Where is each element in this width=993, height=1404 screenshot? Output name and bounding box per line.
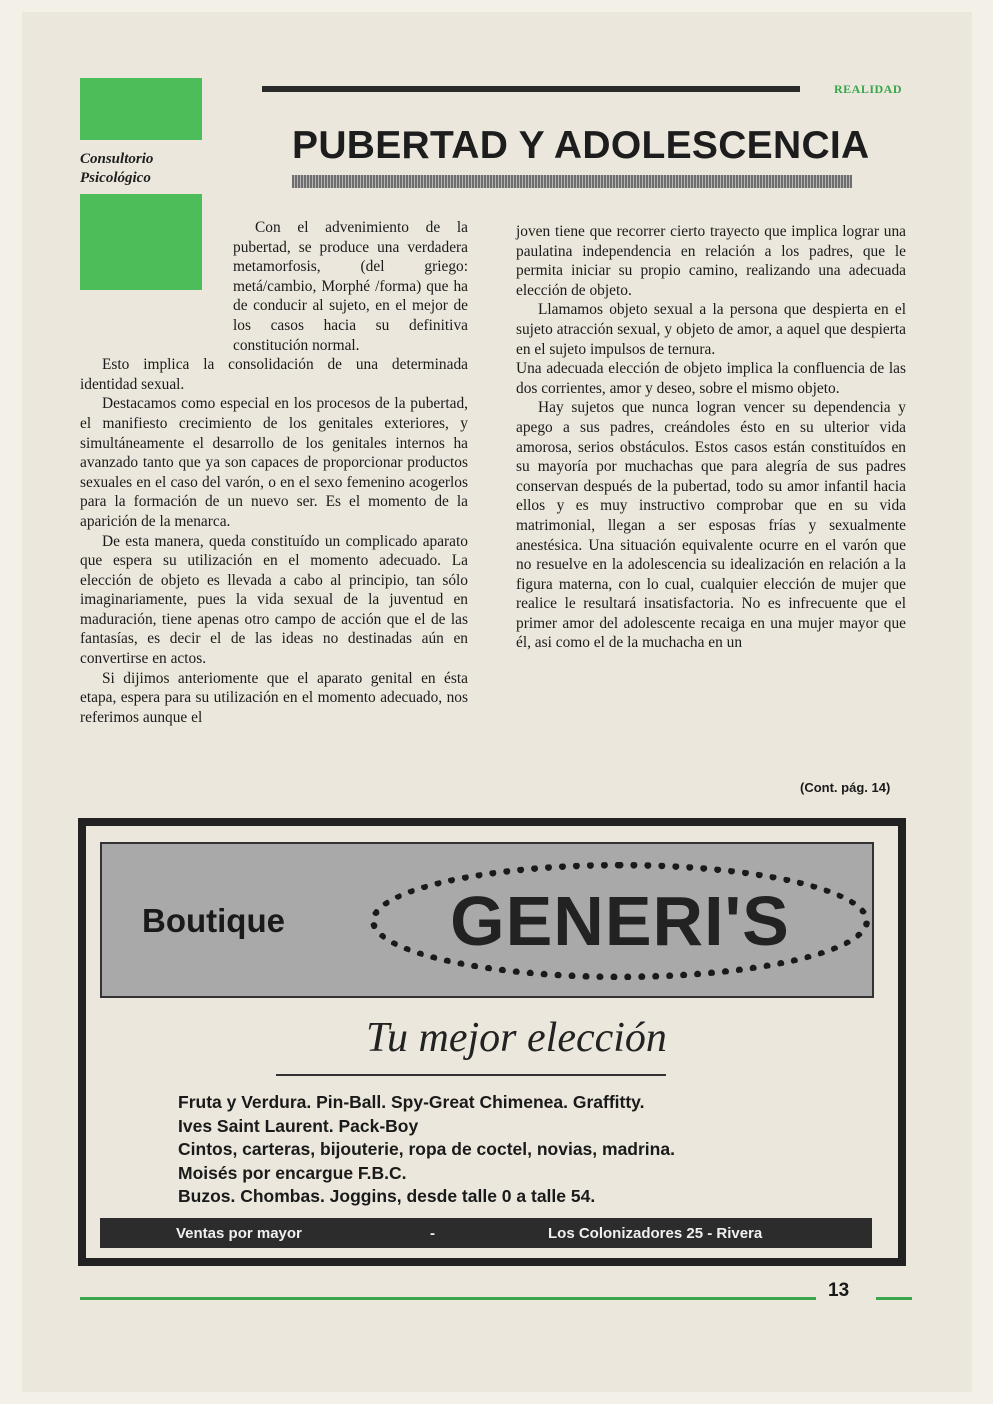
paragraph: joven tiene que recorrer cierto trayecto que implica lograr una paulatina independencia en relación a los padres, que le permita iniciar su propio camino, realizando una adecuada elección de objeto. bbox=[516, 223, 906, 299]
ad-footer-address: Los Colonizadores 25 - Rivera bbox=[548, 1225, 763, 1242]
top-rule bbox=[262, 86, 800, 92]
ad-tagline: Tu mejor elección bbox=[366, 1015, 667, 1061]
ad-line: Ives Saint Laurent. Pack-Boy bbox=[178, 1115, 419, 1136]
section-label-line1: Consultorio bbox=[80, 151, 154, 167]
boutique-advertisement bbox=[78, 818, 906, 1266]
section-label bbox=[80, 150, 210, 188]
page-number: 13 bbox=[828, 1280, 850, 1301]
ad-line: Cintos, carteras, bijouterie, ropa de coctel, novias, madrina. bbox=[178, 1139, 675, 1159]
bottom-rule-right bbox=[876, 1297, 912, 1300]
ad-product-list bbox=[178, 1091, 858, 1209]
continued-note: (Cont. pág. 14) bbox=[800, 780, 891, 795]
title-underline-bar bbox=[292, 175, 852, 188]
paragraph: Hay sujetos que nunca logran vencer su dependencia y apego a sus padres, creándoles ésto en su ulterior vida amorosa, serios obstáculos. Estos casos están constituídos en su mayoría por muchachas que para alegría de sus padres conservan después de la pubertad, todo su amor infantil hacia ellos y es muy instructivo comprobar que en su vida matrimonial, llegan a ser esposas frías y sexualmente anestésica. Una situación equivalente ocurre en el varón que no resuelve en la adolescencia su idealización en relación a la figura materna, con lo cual, cualquier elección de mujer que realice le resultará insatisfactoria. No es infrecuente que el primer amor del adolescente recaiga en una mujer mayor que él, asi como el de la muchacha en un bbox=[516, 399, 906, 652]
ad-footer-bar bbox=[100, 1218, 872, 1248]
section-label-line2: Psicológico bbox=[80, 170, 151, 186]
ad-footer-separator: - bbox=[430, 1225, 435, 1242]
paragraph: Esto implica la consolidación de una determinada identidad sexual. bbox=[80, 356, 468, 393]
article-title: PUBERTAD Y ADOLESCENCIA bbox=[292, 124, 870, 167]
ad-line: Fruta y Verdura. Pin-Ball. Spy-Great Chimenea. Graffitty. bbox=[178, 1092, 645, 1112]
bottom-rule bbox=[80, 1297, 816, 1300]
paragraph: De esta manera, queda constituído un complicado aparato que espera su utilización en el momento adecuado. La elección de objeto es llevada a cabo al principio, tan sólo imaginariamente, pues la vida sexual de la juventud en maduración, tiene apenas otro campo de acción que el de las fantasías, es decir el de las ideas no destinadas aún en convertirse en actos. bbox=[80, 532, 468, 668]
ad-footer-wholesale: Ventas por mayor bbox=[176, 1225, 302, 1242]
paragraph: Llamamos objeto sexual a la persona que despierta en el sujeto atracción sexual, y objeto de amor, a aquel que despierta en el sujeto impulsos de ternura. bbox=[516, 301, 906, 358]
running-head: REALIDAD bbox=[834, 82, 903, 96]
tagline-rule bbox=[276, 1074, 666, 1076]
paragraph: Si dijimos anteriomente que el aparato genital en ésta etapa, espera para su utilización en el momento adecuado, nos referimos aunque el bbox=[80, 669, 468, 726]
ad-brand-banner bbox=[100, 842, 874, 998]
paragraph: Una adecuada elección de objeto implica la confluencia de las dos corrientes, amor y deseo, sobre el mismo objeto. bbox=[516, 360, 906, 397]
article-column-right bbox=[516, 222, 906, 653]
article-column-left bbox=[80, 218, 468, 727]
dotted-oval-frame bbox=[370, 862, 870, 980]
ad-boutique-label: Boutique bbox=[142, 902, 285, 939]
ad-inner-panel bbox=[86, 826, 898, 1258]
ad-line: Moisés por encargue F.B.C. bbox=[178, 1162, 407, 1183]
ad-line: Buzos. Chombas. Joggins, desde talle 0 a talle 54. bbox=[178, 1186, 596, 1206]
ad-brand-name: GENERI'S bbox=[450, 882, 790, 960]
paragraph: Con el advenimiento de la pubertad, se produce una verdadera metamorfosis, (del griego: metá/cambio, Morphé /forma) que ha de conducir al sujeto, en el mejor de los casos hacia su definitiva constitución normal. bbox=[233, 219, 468, 354]
green-accent-block bbox=[80, 78, 202, 140]
paragraph: Destacamos como especial en los procesos de la pubertad, el manifiesto crecimiento de los genitales exteriores, y simultáneamente el desarrollo de los genitales internos ha avanzado tanto que ya son capaces de proporcionar productos sexuales en el caso del varón, o en el sexo femenino acogerlos para la formación de un nuevo ser. Es el momento de la aparición de la menarca. bbox=[80, 395, 468, 530]
